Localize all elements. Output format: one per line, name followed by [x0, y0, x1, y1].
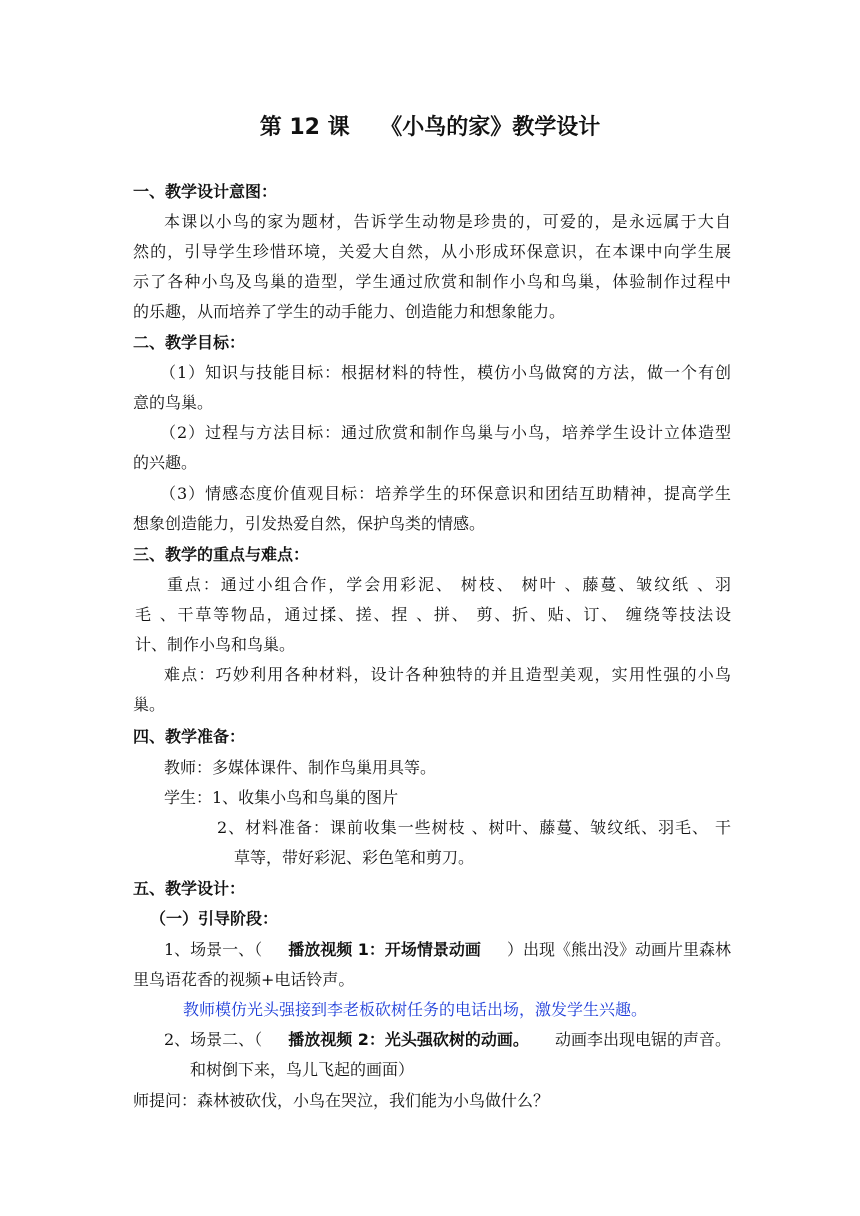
- scene-2-prefix: 2、场景二、（: [164, 1030, 263, 1049]
- goal-3-line: 想象创造能力，引发热爱自然，保护鸟类的情感。: [133, 514, 486, 533]
- section-heading-design: 五、教学设计：: [133, 879, 246, 898]
- intent-paragraph-line: 的乐趣，从而培养了学生的动手能力、创造能力和想象能力。: [133, 302, 566, 321]
- goal-1-line: （1）知识与技能目标：根据材料的特性，模仿小鸟做窝的方法，做一个有创: [160, 363, 731, 382]
- scene-2-line: [164, 1028, 731, 1052]
- goal-2-line: 的兴趣。: [133, 453, 198, 472]
- intent-paragraph-line: 然的，引导学生珍惜环境，关爱大自然，从小形成环保意识，在本课中向学生展: [133, 242, 731, 261]
- teacher-preparation: 教师：多媒体课件、制作鸟巢用具等。: [164, 758, 437, 777]
- section-heading-intent: 一、教学设计意图：: [133, 182, 278, 201]
- section-heading-preparation: 四、教学准备：: [133, 727, 246, 746]
- student-materials-line: 草等，带好彩泥、彩色笔和剪刀。: [234, 848, 475, 867]
- scene-1-line: [164, 938, 731, 962]
- key-point-line: 计、制作小鸟和鸟巢。: [135, 635, 296, 654]
- goal-2-line: （2）过程与方法目标：通过欣赏和制作鸟巢与小鸟，培养学生设计立体造型: [160, 423, 731, 442]
- scene-2-line-2: 和树倒下来，鸟儿飞起的画面）: [190, 1060, 415, 1079]
- student-preparation: 学生：1、收集小鸟和鸟巢的图片: [164, 788, 399, 807]
- scene-1-line-2: 里鸟语花香的视频+电话铃声。: [133, 970, 355, 989]
- intent-paragraph-line: 示了各种小鸟及鸟巢的造型，学生通过欣赏和制作小鸟和鸟巢，体验制作过程中: [133, 272, 731, 291]
- difficulty-line: 难点：巧妙利用各种材料，设计各种独特的并且造型美观，实用性强的小鸟: [164, 665, 731, 684]
- key-point-line: 重点：通过小组合作，学会用彩泥、 树枝、 树叶 、藤蔓、皱纹纸 、羽: [167, 575, 731, 594]
- stage-heading: （一）引导阶段：: [150, 909, 279, 928]
- difficulty-line: 巢。: [133, 695, 166, 714]
- scene-2-video-label: 播放视频 2：光头强砍树的动画。: [288, 1030, 529, 1049]
- goal-1-line: 意的鸟巢。: [133, 393, 214, 412]
- teacher-note: 教师模仿光头强接到李老板砍树任务的电话出场，激发学生兴趣。: [183, 1000, 648, 1019]
- scene-1-prefix: 1、场景一、（: [164, 940, 263, 959]
- goal-3-line: （3）情感态度价值观目标：培养学生的环保意识和团结互助精神，提高学生: [160, 484, 731, 503]
- page-title: 第 12 课 《小鸟的家》教学设计: [259, 115, 601, 140]
- intent-paragraph-line: 本课以小鸟的家为题材，告诉学生动物是珍贵的，可爱的，是永远属于大自: [164, 212, 731, 231]
- teacher-question: 师提问：森林被砍伐，小鸟在哭泣，我们能为小鸟做什么？: [133, 1091, 550, 1110]
- key-point-line: 毛 、干草等物品，通过揉、搓、捏 、拼、 剪、折、贴、订、 缠绕等技法设: [135, 605, 731, 624]
- section-heading-goals: 二、教学目标：: [133, 333, 246, 352]
- scene-1-suffix: ）出现《熊出没》动画片里森林: [506, 940, 731, 959]
- scene-2-suffix: 动画李出现电锯的声音。: [554, 1030, 731, 1049]
- section-heading-key-points: 三、教学的重点与难点：: [133, 545, 310, 564]
- scene-1-video-label: 播放视频 1：开场情景动画: [288, 940, 481, 959]
- student-materials-line: 2、材料准备：课前收集一些树枝 、树叶、藤蔓、皱纹纸、羽毛、 干: [217, 818, 731, 837]
